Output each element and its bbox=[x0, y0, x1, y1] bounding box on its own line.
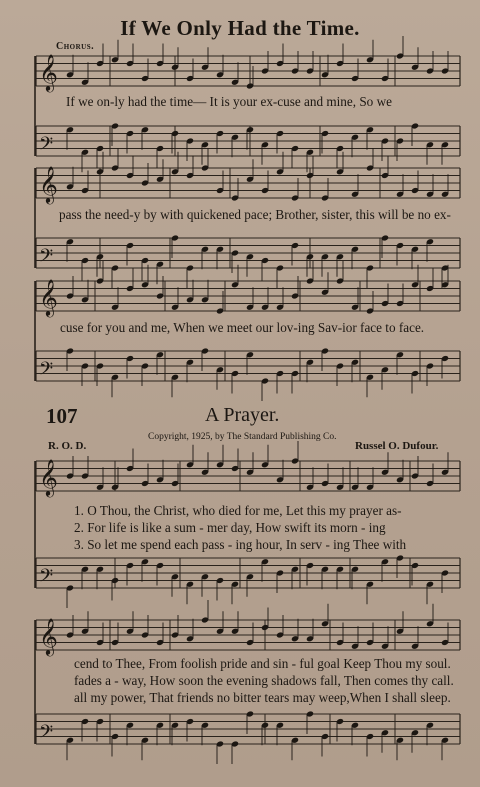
verse-2-line-2: fades a - way, How soon the evening shadows fall, Then comes thy call. bbox=[74, 673, 454, 688]
verse-3-line-2: all my power, That friends no bitter tears may weep,When I shall sleep. bbox=[74, 690, 451, 705]
copyright-notice: Copyright, 1925, by The Standard Publishing Co. bbox=[148, 432, 337, 442]
treble-clef-icon: 𝄞 bbox=[39, 165, 58, 203]
composer-credit: Russel O. Dufour. bbox=[355, 440, 439, 452]
bass-clef-icon: 𝄢 bbox=[39, 722, 54, 747]
bass-clef-icon: 𝄢 bbox=[39, 134, 54, 159]
verse-1-line-2: cend to Thee, From foolish pride and sin - ful goal Keep Thou my soul. bbox=[74, 656, 451, 671]
treble-clef-icon: 𝄞 bbox=[39, 53, 58, 91]
verse-3-line-1: 3. So let me spend each pass - ing hour, In serv - ing Thee with bbox=[74, 537, 407, 552]
treble-clef-icon: 𝄞 bbox=[39, 458, 58, 496]
bass-clef-icon: 𝄢 bbox=[39, 359, 54, 384]
section-label-chorus: Chorus. bbox=[56, 41, 95, 52]
song-title: If We Only Had the Time. bbox=[120, 16, 360, 40]
verse-1-line-1: 1. O Thou, the Christ, who died for me, Let this my prayer as- bbox=[74, 503, 402, 518]
treble-clef-icon: 𝄞 bbox=[39, 278, 58, 316]
hymn-number: 107 bbox=[46, 404, 78, 428]
hymn-title: A Prayer. bbox=[205, 404, 280, 426]
lyricist-credit: R. O. D. bbox=[48, 440, 87, 452]
lyric-line-3: cuse for you and me, When we meet our lov-ing Sav-ior face to face. bbox=[60, 320, 425, 335]
treble-clef-icon: 𝄞 bbox=[39, 617, 58, 655]
lyric-line-2: pass the need-y by with quickened pace; Brother, sister, this will be no ex- bbox=[59, 207, 451, 222]
bass-clef-icon: 𝄢 bbox=[39, 246, 54, 271]
verse-2-line-1: 2. For life is like a sum - mer day, How swift its morn - ing bbox=[74, 520, 386, 535]
bass-clef-icon: 𝄢 bbox=[39, 566, 54, 591]
lyric-line-1: If we on-ly had the time— It is your ex-cuse and mine, So we bbox=[66, 94, 392, 109]
